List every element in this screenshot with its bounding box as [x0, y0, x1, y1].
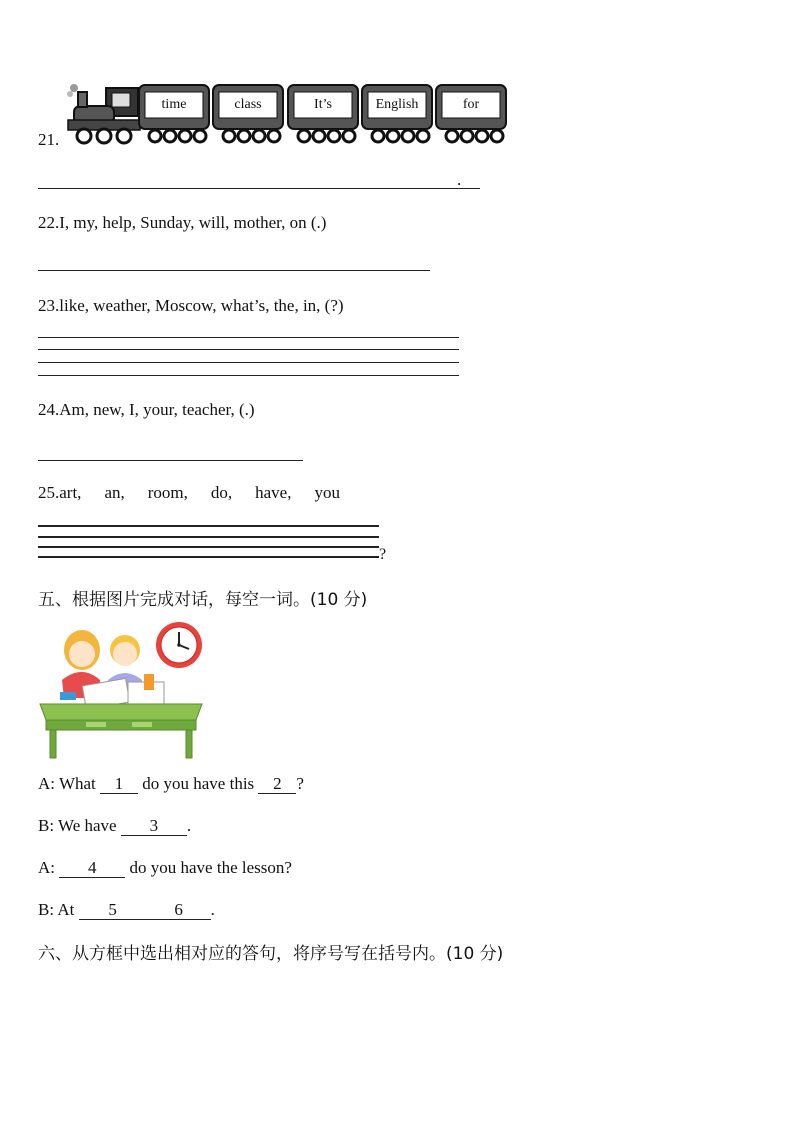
blank-6[interactable]: 6 [147, 901, 211, 920]
dialogue-line-1 [38, 774, 304, 794]
dialogue-line-4 [38, 900, 215, 920]
wagon-5-icon [436, 85, 506, 142]
q25-word: have, [255, 483, 292, 502]
q25-number: 25. [38, 483, 60, 502]
q21-end-mark: . [457, 170, 462, 189]
clock-icon [156, 622, 202, 668]
q23-answer-line-1[interactable] [38, 337, 459, 338]
dialogue-text: do you have this [138, 774, 259, 793]
blank-5[interactable]: 5 [79, 901, 147, 920]
q25-prompt [38, 483, 340, 503]
blank-4[interactable]: 4 [59, 859, 125, 878]
q25-word: you [314, 483, 340, 502]
q22-prompt: 22.I, my, help, Sunday, will, mother, on (.) [38, 213, 327, 232]
q23-prompt: 23.like, weather, Moscow, what’s, the, in, (?) [38, 296, 344, 315]
q23-answer-line-3[interactable] [38, 362, 459, 363]
q25-answer-line-1[interactable] [38, 525, 379, 527]
dialogue-text: ? [296, 774, 304, 793]
dialogue-text: . [186, 816, 192, 835]
wagon-word-2: class [234, 97, 262, 112]
q23-answer-line-4[interactable] [38, 375, 459, 376]
q25-word: an, [104, 483, 125, 502]
dialogue-line-2 [38, 816, 191, 836]
q24-prompt: 24.Am, new, I, your, teacher, (.) [38, 400, 255, 419]
q21-number: 21. [38, 130, 60, 149]
section6-heading: 六、从方框中选出相对应的答句，将序号写在括号内。(10 分) [38, 944, 504, 964]
wagon-3-icon [288, 85, 358, 142]
wagon-4-icon [362, 85, 432, 142]
locomotive-icon [67, 84, 140, 143]
speaker-text: B: We have [38, 816, 121, 835]
wagon-1-icon [139, 85, 209, 142]
q24-answer-line[interactable] [38, 460, 303, 461]
wagon-word-1: time [161, 97, 187, 112]
wagon-word-3: It’s [314, 97, 332, 112]
q25-word: room, [147, 483, 188, 502]
q25-answer-line-4[interactable] [38, 556, 379, 558]
q25-word: do, [210, 483, 233, 502]
dialogue-line-3 [38, 858, 292, 878]
wagon-word-4: English [375, 97, 419, 112]
train-illustration [66, 80, 508, 148]
dialogue-text: do you have the lesson? [125, 858, 292, 877]
blank-3[interactable]: 3 [121, 817, 187, 836]
q21 [38, 80, 508, 150]
q25-answer-line-2[interactable] [38, 536, 379, 538]
speaker-text: A: [38, 858, 60, 877]
blank-1[interactable]: 1 [100, 775, 138, 794]
classroom-illustration [36, 620, 208, 760]
speaker-text: B: At [38, 900, 79, 919]
wagon-word-5: for [462, 97, 480, 112]
q21-answer-line[interactable] [38, 188, 480, 189]
blank-2[interactable]: 2 [258, 775, 296, 794]
q22-answer-line[interactable] [38, 270, 430, 271]
dialogue-text: . [210, 900, 215, 919]
q25-word: art, [59, 483, 82, 502]
q25-answer-line-3[interactable] [38, 546, 379, 548]
section5-heading: 五、根据图片完成对话，每空一词。(10 分) [38, 590, 368, 610]
wagon-2-icon [213, 85, 283, 142]
q23-answer-line-2[interactable] [38, 349, 459, 350]
speaker-text: A: What [38, 774, 101, 793]
table-icon [40, 704, 202, 758]
q25-end-mark: ? [379, 546, 387, 563]
